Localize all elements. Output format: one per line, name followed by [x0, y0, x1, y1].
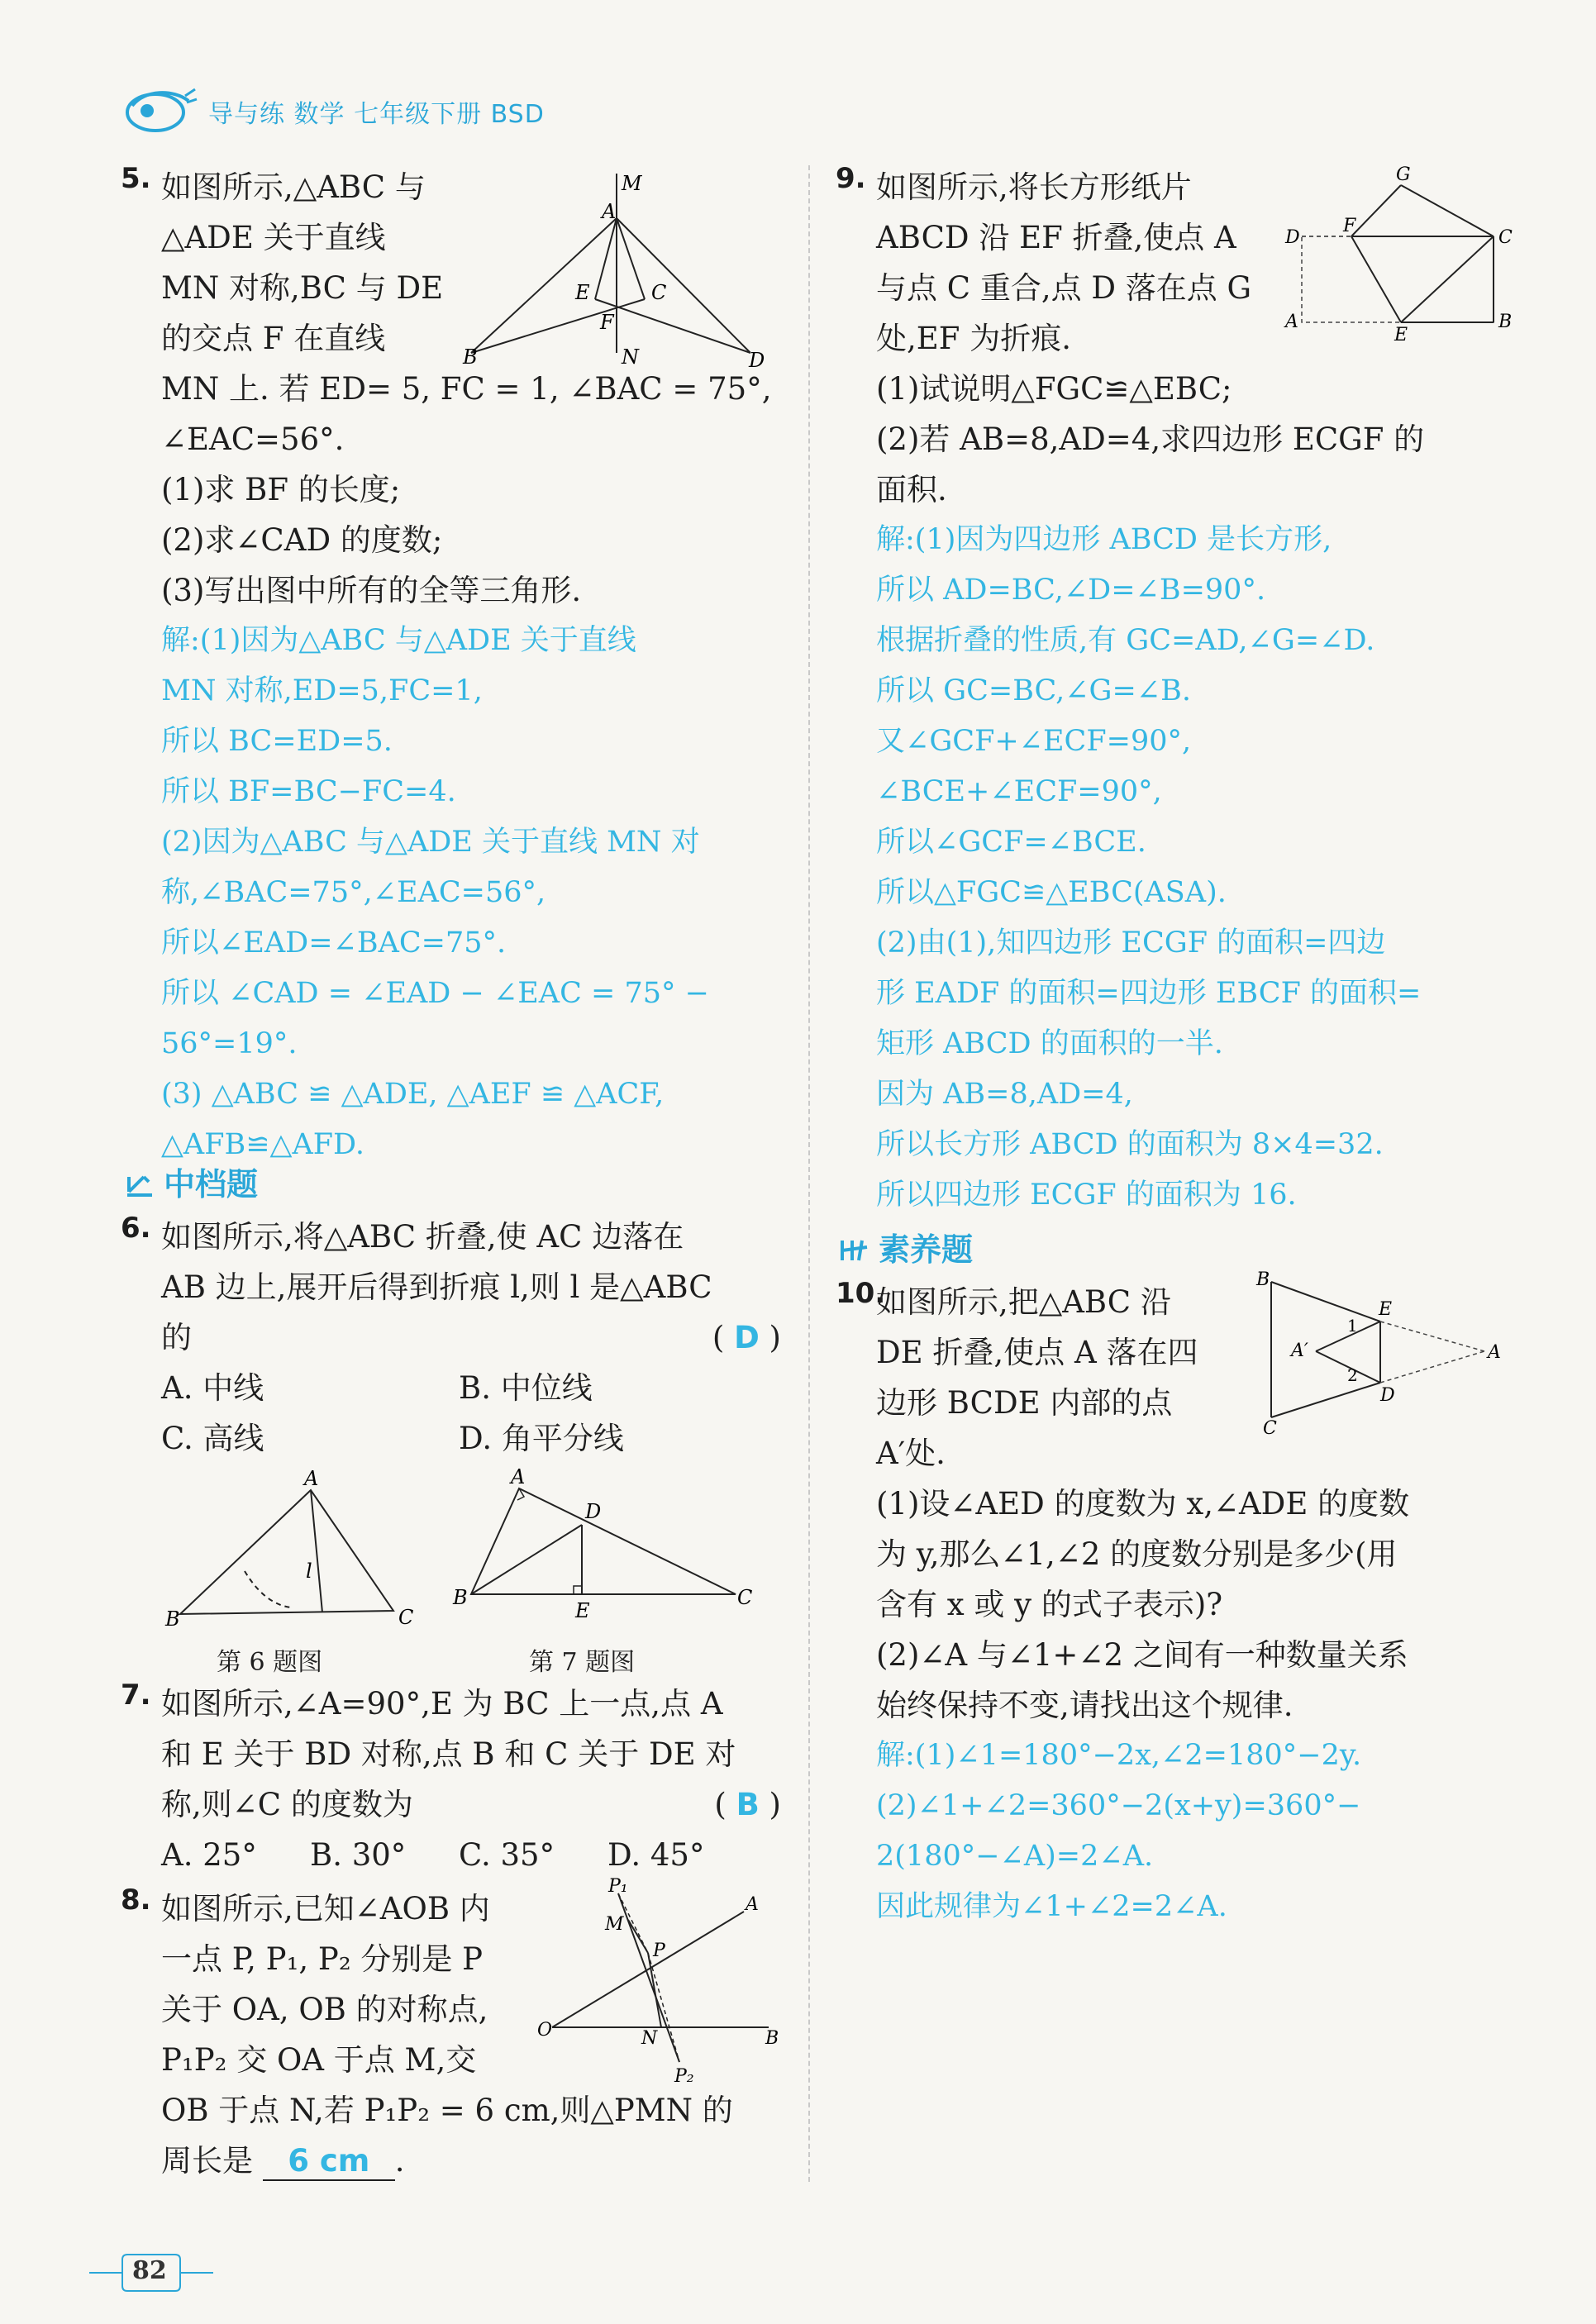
solution-line: 所以△FGC≌△EBC(ASA). — [876, 876, 1227, 909]
label-M: M — [622, 172, 642, 195]
label-B: B — [1256, 1269, 1270, 1290]
choice-B: B. 30° — [310, 1837, 407, 1873]
problem-text — [124, 1312, 781, 1363]
problem-text: 如图所示,△ABC 与 — [161, 169, 426, 205]
page-header — [116, 83, 545, 140]
solution-line: (3) △ABC ≌ △ADE, △AEF ≌ △ACF, — [161, 1078, 665, 1111]
label-A: A — [304, 1467, 319, 1490]
header-title: 导与练 数学 七年级下册 BSD — [208, 100, 545, 129]
label-F: F — [600, 311, 614, 334]
solution-line: MN 对称,ED=5,FC=1, — [161, 674, 483, 707]
left-column — [121, 162, 781, 2186]
figure-6 — [165, 1467, 414, 1637]
problem-text: (2)∠A 与∠1+∠2 之间有一种数量关系 — [876, 1637, 1408, 1673]
label-B: B — [765, 2028, 779, 2049]
solution-line: 所以∠GCF=∠BCE. — [876, 826, 1146, 859]
label-P1: P₁ — [608, 1876, 628, 1897]
label-P: P — [653, 1941, 665, 1961]
problem-number: 5. — [121, 162, 151, 195]
page-number-text: 82 — [132, 2256, 167, 2285]
label-A: A — [511, 1465, 526, 1488]
label-C: C — [1263, 1418, 1277, 1439]
problem-number: 7. — [121, 1679, 151, 1712]
problem-text: (1)试说明△FGC≌△EBC; — [876, 371, 1232, 407]
problem-text: 含有 x 或 y 的式子表示)? — [876, 1587, 1223, 1622]
problem-10-figure — [1256, 1269, 1504, 1439]
figure-7 — [446, 1464, 753, 1629]
label-C: C — [1498, 227, 1513, 248]
solution-line: 因此规律为∠1+∠2=2∠A. — [876, 1890, 1227, 1923]
solution-line: 称,∠BAC=75°,∠EAC=56°, — [161, 876, 546, 909]
problem-text: MN 上. 若 ED= 5, FC = 1, ∠BAC = 75°, — [161, 371, 772, 407]
problem-5-figure — [463, 167, 765, 374]
problem-text: 为 y,那么∠1,∠2 的度数分别是多少(用 — [876, 1536, 1398, 1572]
problem-text: OB 于点 N,若 P₁P₂ = 6 cm,则△PMN 的 — [161, 2093, 733, 2128]
answer-blank — [263, 2143, 395, 2181]
problem-number: 8. — [121, 1883, 151, 1917]
angle-2-label: 2 — [1347, 1365, 1358, 1385]
label-C: C — [651, 281, 667, 304]
problem-text: (3)写出图中所有的全等三角形. — [161, 573, 582, 608]
problem-text: 的交点 F 在直线 — [161, 321, 386, 356]
problem-text: 如图所示,已知∠AOB 内 — [161, 1891, 490, 1926]
label-B: B — [463, 345, 478, 369]
problem-text: △ADE 关于直线 — [161, 220, 386, 255]
problem-text: P₁P₂ 交 OA 于点 M,交 — [161, 2042, 477, 2078]
header-logo-icon — [116, 81, 198, 139]
problem-text: 一点 P, P₁, P₂ 分别是 P — [161, 1941, 484, 1977]
sentence-end: . — [394, 2143, 405, 2179]
label-C: C — [398, 1606, 414, 1629]
solution-line: 解:(1)因为四边形 ABCD 是长方形, — [876, 523, 1332, 556]
solution-line: 解:(1)∠1=180°−2x,∠2=180°−2y. — [876, 1739, 1362, 1772]
label-l: l — [306, 1560, 312, 1583]
problem-8 — [121, 1876, 781, 2186]
label-A: A — [746, 1894, 759, 1915]
problem-text: 处,EF 为折痕. — [876, 321, 1071, 356]
solution-line: 又∠GCF+∠ECF=90°, — [876, 725, 1192, 758]
label-N: N — [622, 345, 639, 369]
solution-line: 2(180°−∠A)=2∠A. — [876, 1840, 1154, 1873]
label-D: D — [1380, 1385, 1395, 1406]
problem-10 — [836, 1269, 1501, 1932]
problem-text: 与点 C 重合,点 D 落在点 G — [876, 270, 1252, 306]
label-A: A — [602, 200, 617, 223]
label-E: E — [1394, 325, 1408, 345]
choice-A: A. 25° — [161, 1837, 257, 1873]
solution-line: 所以 GC=BC,∠G=∠B. — [876, 674, 1192, 707]
problem-text: ABCD 沿 EF 折叠,使点 A — [876, 220, 1236, 255]
solution-line: (2)因为△ABC 与△ADE 关于直线 MN 对 — [161, 826, 700, 859]
label-D: D — [749, 349, 765, 372]
problem-8-figure — [537, 1876, 785, 2102]
answer-value: B — [736, 1787, 760, 1822]
problem-9-figure — [1285, 164, 1513, 345]
figure-7-caption: 第 7 题图 — [529, 1648, 636, 1677]
problem-text: AB 边上,展开后得到折痕 l,则 l 是△ABC — [161, 1269, 712, 1305]
label-M: M — [605, 1914, 624, 1935]
problem-text: (1)设∠AED 的度数为 x,∠ADE 的度数 — [876, 1486, 1410, 1522]
label-B: B — [1498, 312, 1513, 332]
problem-text: ∠EAC=56°. — [161, 421, 345, 457]
problem-text: 关于 OA, OB 的对称点, — [161, 1992, 488, 2027]
choice-D: D. 45° — [607, 1837, 705, 1873]
problem-text: (2)求∠CAD 的度数; — [161, 522, 443, 558]
problem-text-end: 称,则∠C 的度数为 — [161, 1787, 413, 1822]
problem-text: DE 折叠,使点 A 落在四 — [876, 1335, 1198, 1370]
problem-text: 如图所示,将△ABC 折叠,使 AC 边落在 — [161, 1219, 684, 1255]
label-P2: P₂ — [674, 2066, 694, 2087]
solution-line: △AFB≌△AFD. — [161, 1128, 364, 1161]
problem-5 — [121, 162, 781, 1179]
problem-9 — [836, 162, 1513, 1221]
label-N: N — [641, 2028, 658, 2049]
problem-6 — [121, 1212, 781, 1679]
figures-row — [124, 1464, 781, 1679]
problem-number: 9. — [836, 162, 866, 195]
solution-line: 形 EADF 的面积=四边形 EBCF 的面积= — [876, 977, 1422, 1010]
problem-text: (1)求 BF 的长度; — [161, 472, 401, 507]
problem-text: (2)若 AB=8,AD=4,求四边形 ECGF 的 — [876, 421, 1425, 457]
label-E: E — [575, 281, 590, 304]
label-E: E — [1379, 1299, 1393, 1320]
choice-A: A. 中线 — [161, 1370, 264, 1406]
label-C: C — [737, 1586, 753, 1609]
label-E: E — [575, 1599, 590, 1622]
section-literacy — [839, 1222, 1500, 1277]
solution-line: 所以 BC=ED=5. — [161, 725, 393, 758]
choice-C: C. 35° — [459, 1837, 555, 1873]
answer-value: D — [734, 1320, 760, 1355]
label-B: B — [453, 1586, 468, 1609]
problem-number: 6. — [121, 1212, 151, 1245]
problem-text: A′处. — [876, 1436, 946, 1471]
problem-text: 如图所示,∠A=90°,E 为 BC 上一点,点 A — [161, 1686, 723, 1722]
label-A: A — [1285, 312, 1298, 332]
choice-C: C. 高线 — [161, 1421, 264, 1456]
solution-line: 56°=19°. — [161, 1027, 298, 1060]
problem-text — [124, 2136, 781, 2186]
solution-line: 所以 ∠CAD = ∠EAD − ∠EAC = 75° − — [161, 977, 709, 1010]
solution-line: 所以 BF=BC−FC=4. — [161, 775, 456, 808]
label-G: G — [1396, 164, 1411, 185]
choices-row — [124, 1830, 781, 1880]
problem-text-end: 周长是 — [161, 2143, 253, 2179]
solution-line: 所以四边形 ECGF 的面积为 16. — [876, 1179, 1297, 1212]
page-number — [89, 2248, 213, 2298]
label-A-prime: A′ — [1291, 1341, 1308, 1361]
solution-line: 解:(1)因为△ABC 与△ADE 关于直线 — [161, 624, 636, 657]
problem-text: 如图所示,将长方形纸片 — [876, 169, 1192, 205]
problem-text: 如图所示,把△ABC 沿 — [876, 1284, 1171, 1320]
answer-bracket: ( B ) — [714, 1787, 781, 1822]
section-title: 素养题 — [879, 1231, 974, 1268]
angle-1-label: 1 — [1347, 1316, 1358, 1336]
label-B: B — [165, 1607, 180, 1631]
solution-line: 矩形 ABCD 的面积的一半. — [876, 1027, 1223, 1060]
figure-6-caption: 第 6 题图 — [217, 1648, 323, 1677]
label-D: D — [1285, 227, 1300, 248]
label-F: F — [1343, 216, 1356, 236]
section-title: 中档题 — [164, 1166, 259, 1202]
problem-text — [124, 1779, 781, 1830]
label-A: A — [1488, 1342, 1501, 1363]
choice-D: D. 角平分线 — [459, 1421, 624, 1456]
choice-B: B. 中位线 — [459, 1370, 593, 1406]
problem-text: 始终保持不变,请找出这个规律. — [876, 1688, 1293, 1723]
problem-text: 边形 BCDE 内部的点 — [876, 1385, 1173, 1421]
answer-value: 6 cm — [288, 2143, 370, 2179]
choices-row — [124, 1363, 781, 1413]
solution-line: (2)∠1+∠2=360°−2(x+y)=360°− — [876, 1789, 1361, 1822]
problem-text: MN 对称,BC 与 DE — [161, 270, 444, 306]
solution-line: 所以 AD=BC,∠D=∠B=90°. — [876, 574, 1266, 607]
right-column — [836, 162, 1513, 1932]
solution-line: ∠BCE+∠ECF=90°, — [876, 775, 1162, 808]
label-D: D — [585, 1500, 602, 1523]
solution-line: (2)由(1),知四边形 ECGF 的面积=四边 — [876, 926, 1386, 960]
problem-7 — [121, 1679, 781, 1880]
problem-text: 面积. — [876, 472, 947, 507]
choices-row — [124, 1413, 781, 1464]
column-divider — [808, 165, 810, 2182]
answer-bracket: ( D ) — [712, 1320, 781, 1355]
problem-text: 和 E 关于 BD 对称,点 B 和 C 关于 DE 对 — [161, 1736, 736, 1772]
solution-line: 根据折叠的性质,有 GC=AD,∠G=∠D. — [876, 624, 1375, 657]
solution-line: 所以长方形 ABCD 的面积为 8×4=32. — [876, 1128, 1384, 1161]
bars-icon — [839, 1234, 870, 1265]
solution-line: 所以∠EAD=∠BAC=75°. — [161, 926, 507, 960]
label-O: O — [537, 2020, 553, 2041]
solution-line: 因为 AB=8,AD=4, — [876, 1078, 1133, 1111]
problem-text-end: 的 — [161, 1320, 192, 1355]
problem-number: 10. — [836, 1277, 886, 1310]
